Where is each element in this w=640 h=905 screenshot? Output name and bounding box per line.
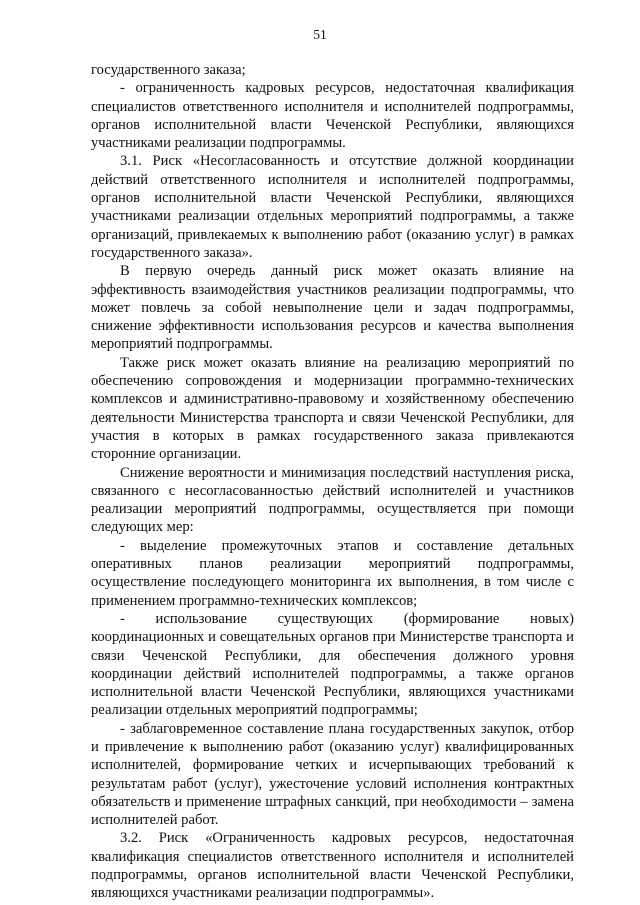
list-item-procurement-plan: - заблаговременное составление плана государственных закупок, отбор и привлечение к выполнению работ (оказанию услуг) квалифицированных исполнителей, формирование четких и исчерпывающих требований к результатам работ (услуг), ужесточение условий исполнения контрактных обязательств и применение штрафных санкций, при необходимости – замена исполнителей работ. bbox=[91, 720, 574, 829]
page-number: 51 bbox=[313, 27, 327, 42]
document-body bbox=[91, 61, 574, 903]
paragraph-continuation: государственного заказа; bbox=[91, 62, 246, 78]
risk-3-1-heading: 3.1. Риск «Несогласованность и отсутствие должной координации действий ответственного исполнителя и исполнителей подпрограммы, органов исполнительной власти Чеченской Республики, являющихся участниками реализации отдельных мероприятий подпрограммы, а также организаций, привлекаемых к выполнению работ (оказанию услуг) в рамках государственного заказа». bbox=[91, 153, 574, 261]
list-item-coordination-bodies: - использование существующих (формирование новых) координационных и совещательных органов при Министерстве транспорта и связи Чеченской Республики, для обеспечения должного уровня координации действий исполнителей подпрограммы, а также органов исполнительной власти Чеченской Республики, являющихся участниками реализации отдельных мероприятий подпрограммы; bbox=[91, 610, 574, 719]
paragraph-risk-additional-impact: Также риск может оказать влияние на реализацию мероприятий по обеспечению сопровождения и модернизации программно-технических комплексов и административно-правовому и хозяйственному обеспечению деятельности Министерства транспорта и связи Чеченской Республики, для участия в которых в рамках государственного заказа привлекаются сторонние организации. bbox=[91, 354, 574, 463]
paragraph-risk-impact: В первую очередь данный риск может оказать влияние на эффективность взаимодействия участников реализации подпрограммы, что может повлечь за собой невыполнение цели и задач подпрограммы, снижение эффективности использования ресурсов и качества выполнения мероприятий подпрограммы. bbox=[91, 263, 574, 353]
list-item-limited-staff: - ограниченность кадровых ресурсов, недостаточная квалификация специалистов ответственного исполнителя и исполнителей подпрограммы, органов исполнительной власти Чеченской Республики, являющихся участниками реализации подпрограммы. bbox=[91, 80, 574, 152]
list-item-intermediate-stages: - выделение промежуточных этапов и составление детальных оперативных планов реализации мероприятий подпрограммы, осуществление последующего мониторинга их выполнения, в том числе с применением программно-технических комплексов; bbox=[91, 537, 574, 609]
paragraph-mitigation-intro: Снижение вероятности и минимизация последствий наступления риска, связанного с несогласованностью действий исполнителей и участников реализации мероприятий подпрограммы, осуществляется при помощи следующих мер: bbox=[91, 464, 574, 536]
risk-3-2-heading: 3.2. Риск «Ограниченность кадровых ресурсов, недостаточная квалификация специалистов ответственного исполнителя и исполнителей подпрограммы, органов исполнительной власти Чеченской Республики, являющихся участниками реализации подпрограммы». bbox=[91, 830, 574, 902]
